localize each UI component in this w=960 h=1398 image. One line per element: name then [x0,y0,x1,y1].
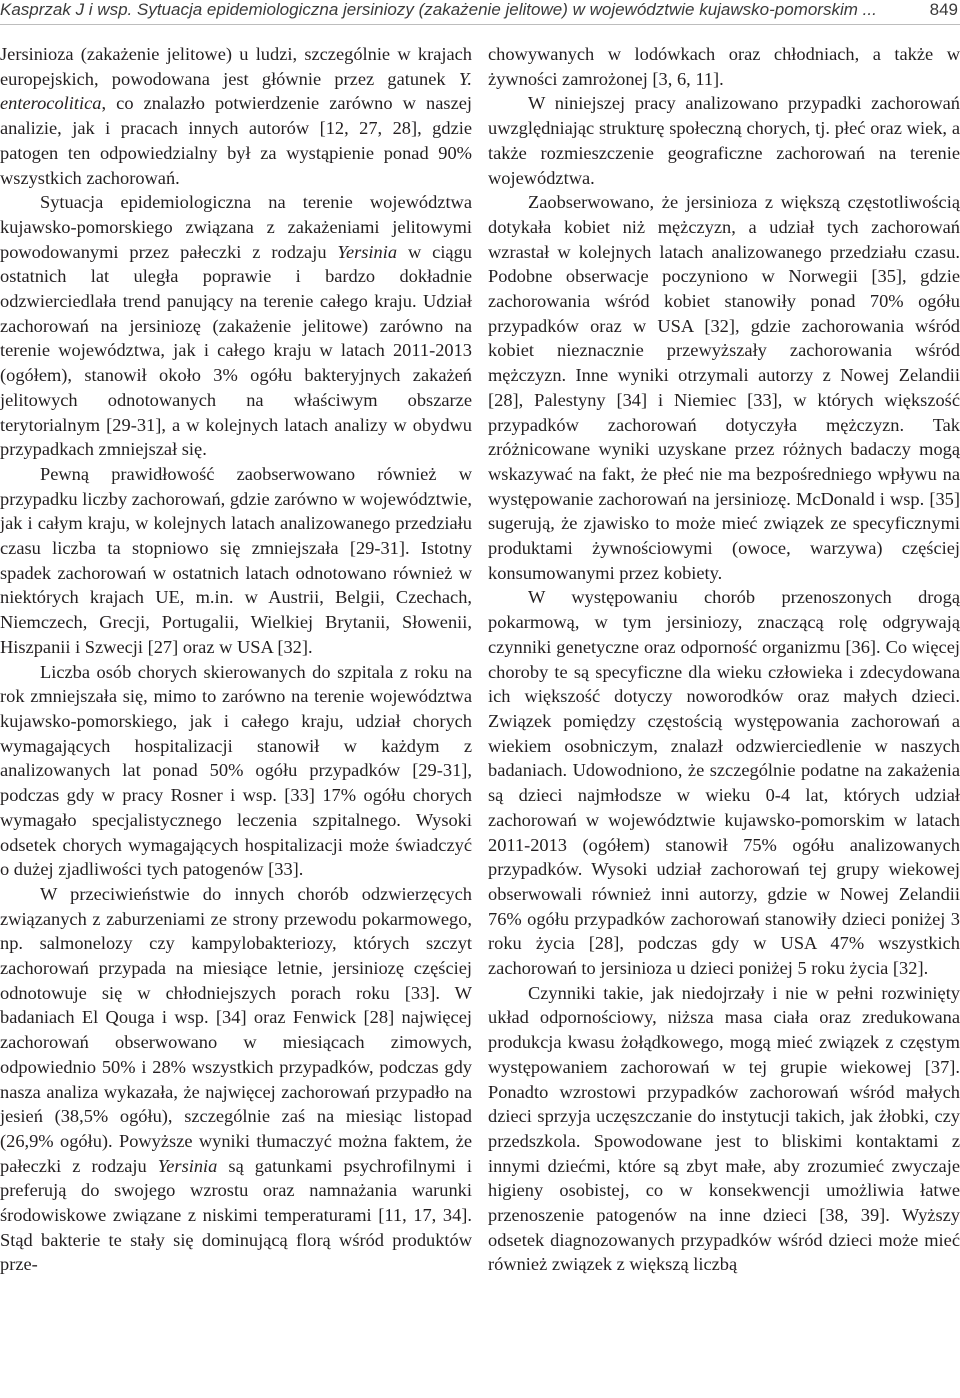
text-run: , co znalazło potwierdzenie zarówno w naszej analizie, jak i pracach innych autorów [12, 27, 28], gdzie patogen ten odpowiedzialny był za wystąpienie ponad 90% wszystkich zachorowań. [0,93,472,188]
text-run: są gatunkami psychrofilnymi i preferują do swojego wzrostu oraz namnażania warunki środowiskowe związane z niskimi temperaturami [11, 17, 34]. Stąd bakterie te stały się dominującą florą wśród produktów prze- [0,1155,472,1275]
text-run: Liczba osób chorych skierowanych do szpitala z roku na rok zmniejszała się, mimo to zarówno na terenie województwa kujawsko-pomorskiego, jak i całego kraju, udział chorych wymagających hospitalizacji stanowił w każdym z analizowanych lat ponad 50% ogółu przypadków [29-31], podczas gdy w pracy Rosner i wsp. [33] 17% ogółu chorych wymagało specjalistycznego leczenia szpitalnego. Wysoki odsetek chorych wymagających hospitalizacji może świadczyć o dużej zjadliwości tych patogenów [33]. [0,661,472,880]
paragraph [488,585,960,980]
paragraph [0,42,472,190]
paragraph [0,190,472,462]
text-run: W niniejszej pracy analizowano przypadki zachorowań uwzględniając strukturę społeczną chorych, tj. płeć oraz wiek, a także rozmieszczenie geograficzne zachorowań na terenie województwa. [488,93,960,188]
running-title: Kasprzak J i wsp. Sytuacja epidemiologiczna jersiniozy (zakażenie jelitowe) w województwie kujawsko-pomorskim ... [0,0,877,19]
text-run: Zaobserwowano, że jersinioza z większą częstotliwością dotykała kobiet niż mężczyzn, a udział tych zachorowań wzrastał w kolejnych latach analizowanego przedziału czasu. Podobne obserwacje poczyniono w Norwegii [35], gdzie zachorowania wśród kobiet stanowiły ponad 70% ogółu przypadków oraz w USA [32], gdzie zachorowania wśród kobiet nieznacznie przewyższały zachorowania wśród mężczyzn. Inne wyniki otrzymali autorzy z Nowej Zelandii [28], Palestyny [34] i Niemiec [33], w których większość przypadków zachorowań dotyczyła mężczyzn. Tak zróżnicowane wyniki uzyskane przez różnych badaczy mogą wskazywać na fakt, że płeć nie ma bezpośredniego wpływu na występowanie zachorowań na jersiniozę. McDonald i wsp. [35] sugerują, że zjawisko to może mieć związek ze specyficznymi produktami żywnościowymi (owoce, warzywa) częściej konsumowanymi przez kobiety. [488,192,960,583]
paragraph [0,462,472,660]
genus-name: Yersinia [337,241,398,262]
text-run: Jersinioza (zakażenie jelitowe) u ludzi, szczególnie w krajach europejskich, powodowana jest głównie przez gatunek [0,44,472,89]
text-run: Czynniki takie, jak niedojrzały i nie w pełni rozwinięty układ odpornościowy, niższa masa ciała oraz zredukowana produkcja kwasu żołądkowego, mogą mieć związek z częstym występowaniem zachorowań w tej grupie wiekowej [37]. Ponadto wzrostowi przypadków zachorowań wśród małych dzieci sprzyja uczęszczanie do instytucji takich, jak żłobki, czy przedszkola. Spowodowane jest to bliskimi kontaktami z innymi dziećmi, które są zbyt małe, aby zrozumieć zwyczaje higieny osobistej, co w konsekwencji umożliwia łatwe przenoszenie patogenów na inne dzieci [38, 39]. Wyższy odsetek diagnozowanych przypadków wśród dzieci może mieć również związek z większą liczbą [488,982,960,1275]
paragraph [488,981,960,1277]
text-run: W przeciwieństwie do innych chorób odzwierzęcych związanych z zaburzeniami ze strony przewodu pokarmowego, np. salmonelozy czy kampylobakteriozy, których szczyt zachorowań przypada na miesiące letnie, jersiniozę częściej odnotowuje się w chłodniejszych porach roku [33]. W badaniach El Qouga i wsp. [34] oraz Fenwick [28] najwięcej zachorowań obserwowano w miesiącach zimowych, odpowiednio 50% i 28% wszystkich przypadków, podczas gdy nasza analiza wykazała, że najwięcej zachorowań przypadło na jesień (38,5% ogółu), szczególnie zaś na miesiąc listopad (26,9% ogółu). Powyższe wyniki tłumaczyć można faktem, że pałeczki z rodzaju [0,883,472,1176]
text-run: W występowaniu chorób przenoszonych drogą pokarmową, w tym jersiniozy, znaczącą rolę odgrywają czynniki genetyczne oraz odporność organizmu [36]. Co więcej choroby te są specyficzne dla wieku człowieka i zdecydowana ich większość dotyczy noworodków oraz małych dzieci. Związek pomiędzy częstością występowania zachorowań a wiekiem osobniczym, znalazł odzwierciedlenie w naszych badaniach. Udowodniono, że szczególnie podatne na zakażenia są dzieci najmłodsze w wieku 0-4 lat, których udział zachorowań w województwie kujawsko-pomorskim w latach 2011-2013 (ogółem) stanowił 75% ogółu analizowanych przypadków. Wysoki udział zachorowań tej grupy wiekowej obserwowali również inni autorzy, gdzie w Nowej Zelandii 76% ogółu przypadków zachorowań stanowiły dzieci poniżej 3 roku życia [28], podczas gdy w USA 47% wszystkich zachorowań to jersinioza u dzieci poniżej 5 roku życia [32]. [488,587,960,979]
header-divider [0,24,960,25]
text-run: w ciągu ostatnich lat uległa poprawie i bardzo dokładnie odzwierciedlała trend panujący na terenie całego kraju. Udział zachorowań na jersiniozę (zakażenie jelitowe) zarówno na terenie województwa, jak i całego kraju w latach 2011-2013 (ogółem), stanowił około 3% ogółu bakteryjnych zakażeń jelitowych odnotowanych na właściwym obszarze terytorialnym [29-31], a w kolejnych latach analizy w obydwu przypadkach zmniejszał się. [0,241,472,460]
text-run: Sytuacja epidemiologiczna na terenie województwa kujawsko-pomorskiego związana z zakażeniami jelitowymi powodowanymi przez pałeczki z rodzaju [0,192,472,262]
text-run: chowywanych w lodówkach oraz chłodniach, a także w żywności zamrożonej [3, 6, 11]. [488,44,960,89]
genus-name: Yersinia [157,1155,218,1176]
paragraph [0,660,472,882]
paragraph [488,190,960,585]
text-run: Pewną prawidłowość zaobserwowano również w przypadku liczby zachorowań, gdzie zarówno w województwie, jak i całym kraju, w kolejnych latach analizowanego przedziału czasu liczba ta stopniowo się zmniejszała [29-31]. Istotny spadek zachorowań w ostatnich latach odnotowano również w niektórych krajach UE, m.in. w Austrii, Belgii, Czechach, Niemczech, Grecji, Portugalii, Wielkiej Brytanii, Słowenii, Hiszpanii i Szwecji [27] oraz w USA [32]. [0,463,472,657]
species-name: Y. enterocolitica [0,68,472,114]
paragraph [488,91,960,190]
paragraph [488,42,960,91]
paragraph [0,882,472,1277]
left-column [0,42,472,1277]
right-column [488,42,960,1277]
running-header [0,0,960,30]
page-number: 849 [929,0,958,19]
